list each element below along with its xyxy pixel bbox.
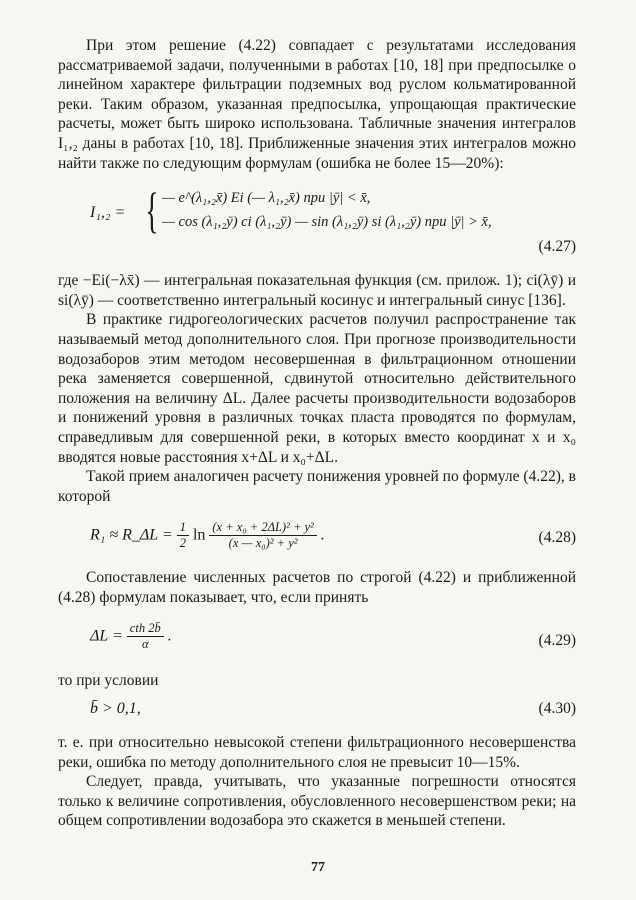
eq428-coef-den: 2: [179, 536, 186, 551]
equation-4-28: [58, 516, 576, 558]
eq428-num: (x + x₀ + 2ΔL)² + y²: [209, 520, 316, 536]
eq428-number: (4.28): [538, 529, 576, 547]
eq429-lhs: ΔL =: [90, 628, 123, 646]
eq427-case-1: — e^(λ₁,₂x̄) Ei (— λ₁,₂x̄) при |ȳ| < x̄,: [162, 190, 371, 207]
eq429-body: [90, 621, 172, 652]
eq427-lhs: I₁,₂ =: [90, 204, 126, 222]
eq429-den: α: [141, 637, 149, 652]
page-number: 77: [311, 860, 325, 875]
equation-4-27: [58, 183, 576, 261]
paragraph-8: Следует, правда, учитывать, что указанные погрешности относятся только к величине сопротивления, обусловленного несовершенством реки; на общем сопротивлении водозабора это скажется в меньшей степени.: [58, 773, 576, 830]
paragraph-3: В практике гидрогеологических расчетов получил распространение так называемый метод дополнительного слоя. При прогнозе производительности водозаборов этим методом несовершенная в фильтрационном отношении река заменяется совершенной, сдвинутой относительно действительного положения на величину ΔL. Далее расчеты производительности водозаборов и понижений уровня в различных точках пласта проводятся по формулам, справедливым для совершенной реки, в которых вместо координат x и x₀ вводятся новые расстояния x+ΔL и x₀+ΔL.: [58, 311, 576, 466]
page-body: [58, 36, 576, 831]
eq428-ln: ln: [192, 526, 206, 544]
paragraph-5: Сопоставление численных расчетов по строгой (4.22) и приближенной (4.28) формулам показывает, что, если принять: [58, 569, 576, 606]
paragraph-1: При этом решение (4.22) совпадает с результатами исследования рассматриваемой задачи, полученными в работах [10, 18] при предпосылке о линейном характере фильтрации подземных вод руслом кольматированной реки. Таким образом, указанная предпосылка, упрощающая практические расчеты, может быть широко использована. Табличные значения интегралов I₁,₂ даны в работах [10, 18]. Приближенные значения этих интегралов можно найти также по следующим формулам (ошибка не более 15—20%):: [58, 37, 576, 172]
equation-4-29: [58, 617, 576, 661]
paragraph-7: т. е. при относительно невысокой степени фильтрационного несовершенства реки, ошибка по методу дополнительного слоя не превысит 10—15%.: [58, 734, 576, 771]
eq430-body: b̄ > 0,1,: [90, 700, 141, 718]
paragraph-2: где −Ei(−λx̄) — интегральная показательная функция (см. прилож. 1); ci(λȳ) и si(λȳ) — соответственно интегральный косинус и интегральный синус [136].: [58, 272, 576, 309]
eq428-coef-num: 1: [177, 520, 189, 536]
paragraph-4: Такой прием аналогичен расчету понижения уровней по формуле (4.22), в которой: [58, 468, 576, 505]
eq429-num: cth 2b̄: [127, 621, 164, 637]
eq429-tail: .: [167, 628, 172, 646]
eq430-number: (4.30): [538, 700, 576, 718]
eq428-body: [90, 520, 325, 551]
equation-4-30: [58, 697, 576, 723]
eq427-brace-icon: {: [145, 182, 159, 239]
eq429-number: (4.29): [538, 632, 576, 650]
eq428-lhs: R₁ ≈ R_ΔL =: [90, 526, 173, 544]
eq428-tail: .: [320, 526, 325, 544]
eq428-main-fraction: [209, 520, 316, 551]
eq427-number: (4.27): [538, 238, 576, 256]
eq429-fraction: [127, 621, 164, 652]
eq428-coef-fraction: [177, 520, 189, 551]
eq428-den: (x — x₀)² + y²: [228, 536, 298, 551]
paragraph-6: то при условии: [58, 672, 159, 690]
eq427-case-2: — cos (λ₁,₂ȳ) ci (λ₁,₂ȳ) — sin (λ₁,₂ȳ) si (λ₁,₂ȳ) при |ȳ| > x̄,: [162, 214, 492, 231]
